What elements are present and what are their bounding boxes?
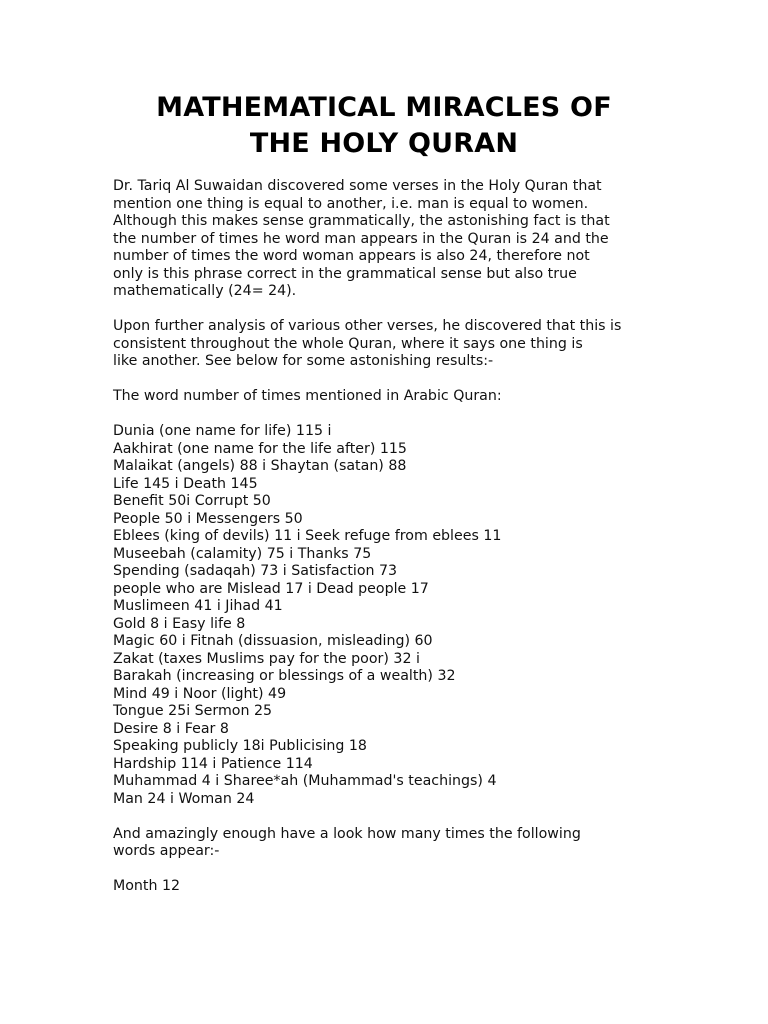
word-pair-item: Zakat (taxes Muslims pay for the poor) 32 i <box>113 650 420 667</box>
text-line: mention one thing is equal to another, i.e. man is equal to women. <box>113 195 589 212</box>
document-title <box>40 90 728 162</box>
text-line: like another. See below for some astonishing results:- <box>113 353 494 369</box>
title-line: THE HOLY QURAN <box>249 128 519 159</box>
closing-paragraph <box>113 826 673 861</box>
word-pair-item: Gold 8 i Easy life 8 <box>113 615 246 632</box>
analysis-paragraph <box>113 318 673 371</box>
text-line: Dr. Tariq Al Suwaidan discovered some verses in the Holy Quran that <box>113 178 602 194</box>
document-body <box>113 178 673 913</box>
word-pair-list <box>113 423 673 808</box>
word-pair-item: Hardship 114 i Patience 114 <box>113 755 313 772</box>
word-pair-item: Mind 49 i Noor (light) 49 <box>113 685 287 702</box>
word-pair-item: people who are Mislead 17 i Dead people 17 <box>113 580 429 597</box>
text-line: mathematically (24= 24). <box>113 283 297 299</box>
month-line: Month 12 <box>113 878 181 894</box>
word-pair-item: Desire 8 i Fear 8 <box>113 720 229 737</box>
text-line: And amazingly enough have a look how many times the following <box>113 825 581 842</box>
word-count-heading: The word number of times mentioned in Arabic Quran: <box>113 388 502 404</box>
word-pair-item: Magic 60 i Fitnah (dissuasion, misleading) 60 <box>113 633 433 649</box>
text-line: consistent throughout the whole Quran, where it says one thing is <box>113 335 583 352</box>
word-pair-item: Benefit 50i Corrupt 50 <box>113 493 271 509</box>
word-pair-item: Spending (sadaqah) 73 i Satisfaction 73 <box>113 563 398 579</box>
word-pair-item: Museebah (calamity) 75 i Thanks 75 <box>113 545 372 562</box>
word-pair-item: Speaking publicly 18i Publicising 18 <box>113 738 367 754</box>
word-pair-item: Aakhirat (one name for the life after) 115 <box>113 440 407 457</box>
text-line: Although this makes sense grammatically, the astonishing fact is that <box>113 213 610 229</box>
word-pair-item: Tongue 25i Sermon 25 <box>113 703 273 719</box>
text-line: number of times the word woman appears is also 24, therefore not <box>113 248 590 264</box>
word-pair-item: Muslimeen 41 i Jihad 41 <box>113 598 283 614</box>
word-pair-item: Malaikat (angels) 88 i Shaytan (satan) 88 <box>113 458 407 474</box>
text-line: Upon further analysis of various other verses, he discovered that this is <box>113 318 622 334</box>
word-pair-item: Barakah (increasing or blessings of a wealth) 32 <box>113 668 456 684</box>
word-pair-item: Muhammad 4 i Sharee*ah (Muhammad's teachings) 4 <box>113 773 497 789</box>
word-pair-item: Man 24 i Woman 24 <box>113 790 255 807</box>
text-line: the number of times he word man appears in the Quran is 24 and the <box>113 230 609 247</box>
word-pair-item: People 50 i Messengers 50 <box>113 510 303 527</box>
title-line: MATHEMATICAL MIRACLES OF <box>156 92 612 123</box>
word-pair-item: Eblees (king of devils) 11 i Seek refuge from eblees 11 <box>113 528 502 544</box>
word-pair-item: Life 145 i Death 145 <box>113 475 258 492</box>
intro-paragraph <box>113 178 673 301</box>
text-line: only is this phrase correct in the grammatical sense but also true <box>113 265 577 282</box>
text-line: words appear:- <box>113 843 220 859</box>
word-pair-item: Dunia (one name for life) 115 i <box>113 423 332 439</box>
